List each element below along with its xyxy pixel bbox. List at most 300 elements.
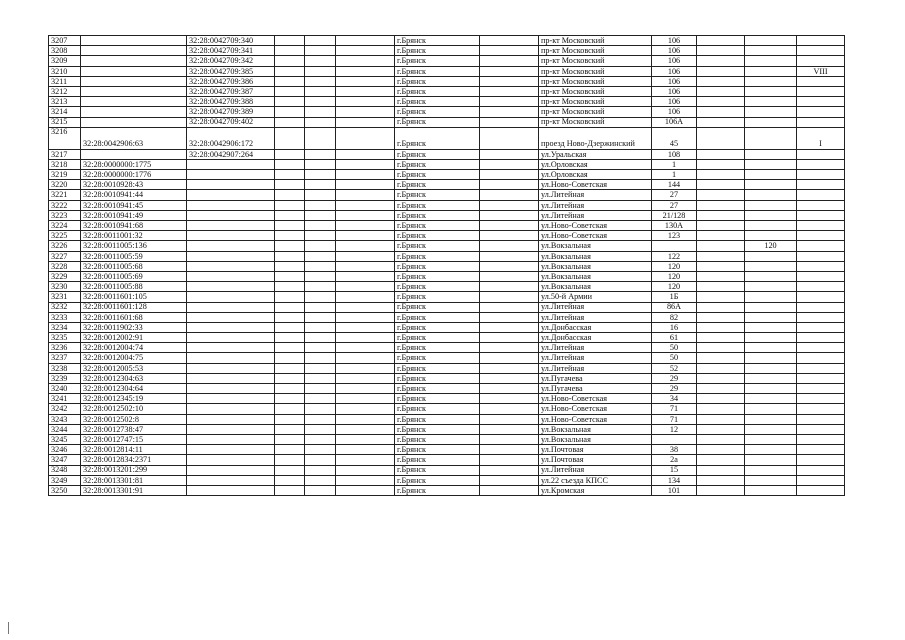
cadastral-number-2 <box>187 190 275 200</box>
empty-cell <box>275 190 305 200</box>
street-cell: ул.Вокзальная <box>539 434 652 444</box>
empty-cell <box>305 180 336 190</box>
street-cell: пр-кт Московский <box>539 66 652 76</box>
empty-cell <box>336 241 395 251</box>
house-cell: 21/128 <box>652 210 697 220</box>
empty-cell <box>305 190 336 200</box>
cadastral-number-2: 32:28:0042709:389 <box>187 107 275 117</box>
empty-cell <box>480 170 539 180</box>
cadastral-number-2: 32:28:0042709:386 <box>187 76 275 86</box>
cadastral-number-1: 32:28:0012004:74 <box>81 343 187 353</box>
house-cell: 12 <box>652 424 697 434</box>
city-cell: г.Брянск <box>395 455 480 465</box>
building-cell <box>745 107 797 117</box>
empty-cell <box>697 149 745 159</box>
row-number: 3245 <box>49 434 81 444</box>
table-row <box>49 394 845 404</box>
premises-cell <box>797 292 845 302</box>
empty-cell <box>336 46 395 56</box>
cadastral-number-2 <box>187 343 275 353</box>
empty-cell <box>480 292 539 302</box>
empty-cell <box>275 159 305 169</box>
empty-cell <box>275 292 305 302</box>
table-row <box>49 159 845 169</box>
city-cell: г.Брянск <box>395 384 480 394</box>
empty-cell <box>480 312 539 322</box>
house-cell: 120 <box>652 271 697 281</box>
building-cell <box>745 159 797 169</box>
row-number: 3249 <box>49 475 81 485</box>
building-cell <box>745 343 797 353</box>
empty-cell <box>275 66 305 76</box>
premises-cell <box>797 117 845 127</box>
empty-cell <box>697 384 745 394</box>
building-cell <box>745 231 797 241</box>
table-row <box>49 170 845 180</box>
empty-cell <box>480 302 539 312</box>
empty-cell <box>697 322 745 332</box>
empty-cell <box>697 353 745 363</box>
row-number: 3239 <box>49 373 81 383</box>
row-number: 3221 <box>49 190 81 200</box>
cadastral-number-1: 32:28:0011005:88 <box>81 282 187 292</box>
empty-cell <box>697 241 745 251</box>
empty-cell <box>336 282 395 292</box>
row-number: 3223 <box>49 210 81 220</box>
house-cell: 50 <box>652 343 697 353</box>
street-cell: пр-кт Московский <box>539 117 652 127</box>
cadastral-number-1: 32:28:0011601:105 <box>81 292 187 302</box>
empty-cell <box>336 475 395 485</box>
row-number: 3215 <box>49 117 81 127</box>
empty-cell <box>480 36 539 46</box>
empty-cell <box>275 117 305 127</box>
city-cell: г.Брянск <box>395 127 480 149</box>
empty-cell <box>480 200 539 210</box>
table-row <box>49 200 845 210</box>
row-number: 3250 <box>49 485 81 495</box>
empty-cell <box>336 445 395 455</box>
house-cell: 106 <box>652 97 697 107</box>
city-cell: г.Брянск <box>395 180 480 190</box>
premises-cell <box>797 302 845 312</box>
empty-cell <box>305 475 336 485</box>
city-cell: г.Брянск <box>395 251 480 261</box>
house-cell: 71 <box>652 404 697 414</box>
city-cell: г.Брянск <box>395 56 480 66</box>
street-cell: пр-кт Московский <box>539 56 652 66</box>
empty-cell <box>336 66 395 76</box>
building-cell <box>745 97 797 107</box>
empty-cell <box>697 36 745 46</box>
building-cell <box>745 200 797 210</box>
row-number: 3240 <box>49 384 81 394</box>
cadastral-number-1: 32:28:0012834:2371 <box>81 455 187 465</box>
cadastral-number-1: 32:28:0012005:53 <box>81 363 187 373</box>
empty-cell <box>305 302 336 312</box>
empty-cell <box>480 373 539 383</box>
building-cell <box>745 271 797 281</box>
table-row <box>49 180 845 190</box>
premises-cell <box>797 343 845 353</box>
table-row <box>49 36 845 46</box>
house-cell: 29 <box>652 384 697 394</box>
table-row <box>49 76 845 86</box>
empty-cell <box>305 333 336 343</box>
empty-cell <box>275 149 305 159</box>
street-cell: ул.Литейная <box>539 353 652 363</box>
empty-cell <box>336 231 395 241</box>
house-cell: 1 <box>652 170 697 180</box>
premises-cell <box>797 475 845 485</box>
city-cell: г.Брянск <box>395 485 480 495</box>
empty-cell <box>480 221 539 231</box>
cadastral-number-1 <box>81 117 187 127</box>
empty-cell <box>480 107 539 117</box>
street-cell: ул.Ново-Советская <box>539 231 652 241</box>
city-cell: г.Брянск <box>395 353 480 363</box>
cadastral-number-2 <box>187 292 275 302</box>
row-number: 3214 <box>49 107 81 117</box>
row-number: 3229 <box>49 271 81 281</box>
empty-cell <box>275 261 305 271</box>
house-cell: 82 <box>652 312 697 322</box>
empty-cell <box>305 117 336 127</box>
empty-cell <box>275 56 305 66</box>
street-cell: пр-кт Московский <box>539 107 652 117</box>
empty-cell <box>275 414 305 424</box>
building-cell <box>745 312 797 322</box>
street-cell: ул.Литейная <box>539 302 652 312</box>
empty-cell <box>275 302 305 312</box>
city-cell: г.Брянск <box>395 434 480 444</box>
city-cell: г.Брянск <box>395 117 480 127</box>
premises-cell <box>797 170 845 180</box>
house-cell: 130А <box>652 221 697 231</box>
house-cell: 106 <box>652 46 697 56</box>
empty-cell <box>275 221 305 231</box>
cadastral-number-1: 32:28:0012738:47 <box>81 424 187 434</box>
empty-cell <box>336 251 395 261</box>
cadastral-number-1: 32:28:0010928:43 <box>81 180 187 190</box>
cadastral-number-1: 32:28:0011601:68 <box>81 312 187 322</box>
empty-cell <box>336 465 395 475</box>
cadastral-number-1: 32:28:0012814:11 <box>81 445 187 455</box>
building-cell <box>745 210 797 220</box>
empty-cell <box>697 210 745 220</box>
cadastral-number-1: 32:28:0012345:19 <box>81 394 187 404</box>
city-cell: г.Брянск <box>395 475 480 485</box>
empty-cell <box>336 97 395 107</box>
city-cell: г.Брянск <box>395 231 480 241</box>
empty-cell <box>275 485 305 495</box>
cadastral-number-2 <box>187 353 275 363</box>
premises-cell <box>797 333 845 343</box>
row-number: 3219 <box>49 170 81 180</box>
city-cell: г.Брянск <box>395 241 480 251</box>
street-cell: ул.Вокзальная <box>539 271 652 281</box>
cadastral-number-2 <box>187 302 275 312</box>
table-row <box>49 251 845 261</box>
empty-cell <box>275 76 305 86</box>
cadastral-number-2 <box>187 261 275 271</box>
house-cell: 86А <box>652 302 697 312</box>
premises-cell <box>797 445 845 455</box>
empty-cell <box>336 107 395 117</box>
empty-cell <box>480 424 539 434</box>
street-cell: ул.Почтовая <box>539 445 652 455</box>
street-cell: ул.Литейная <box>539 363 652 373</box>
empty-cell <box>697 190 745 200</box>
empty-cell <box>697 363 745 373</box>
empty-cell <box>305 312 336 322</box>
empty-cell <box>697 485 745 495</box>
row-number: 3247 <box>49 455 81 465</box>
table-row <box>49 117 845 127</box>
city-cell: г.Брянск <box>395 200 480 210</box>
empty-cell <box>305 56 336 66</box>
empty-cell <box>480 475 539 485</box>
empty-cell <box>480 282 539 292</box>
city-cell: г.Брянск <box>395 322 480 332</box>
empty-cell <box>697 475 745 485</box>
row-number: 3235 <box>49 333 81 343</box>
empty-cell <box>480 149 539 159</box>
cadastral-number-1: 32:28:0010941:68 <box>81 221 187 231</box>
building-cell <box>745 455 797 465</box>
premises-cell <box>797 282 845 292</box>
building-cell <box>745 149 797 159</box>
table-row <box>49 241 845 251</box>
row-number: 3230 <box>49 282 81 292</box>
premises-cell <box>797 373 845 383</box>
street-cell: ул.Ново-Советская <box>539 394 652 404</box>
house-cell: 106 <box>652 56 697 66</box>
house-cell: 120 <box>652 261 697 271</box>
street-cell: ул.Почтовая <box>539 455 652 465</box>
street-cell: ул.Орловская <box>539 159 652 169</box>
table-row <box>49 97 845 107</box>
empty-cell <box>697 333 745 343</box>
city-cell: г.Брянск <box>395 282 480 292</box>
empty-cell <box>305 343 336 353</box>
cadastral-number-2 <box>187 170 275 180</box>
empty-cell <box>336 76 395 86</box>
street-cell: ул.Ново-Советская <box>539 414 652 424</box>
row-number: 3218 <box>49 159 81 169</box>
premises-cell <box>797 363 845 373</box>
row-number: 3220 <box>49 180 81 190</box>
row-number: 3237 <box>49 353 81 363</box>
premises-cell <box>797 46 845 56</box>
premises-cell <box>797 190 845 200</box>
empty-cell <box>275 384 305 394</box>
street-cell: ул.Уральская <box>539 149 652 159</box>
house-cell: 108 <box>652 149 697 159</box>
cadastral-number-1: 32:28:0011005:136 <box>81 241 187 251</box>
cadastral-number-1: 32:28:0011601:128 <box>81 302 187 312</box>
street-cell: пр-кт Московский <box>539 36 652 46</box>
premises-cell <box>797 86 845 96</box>
empty-cell <box>305 149 336 159</box>
building-cell <box>745 333 797 343</box>
street-cell: ул.Литейная <box>539 465 652 475</box>
empty-cell <box>336 170 395 180</box>
empty-cell <box>336 322 395 332</box>
empty-cell <box>480 66 539 76</box>
city-cell: г.Брянск <box>395 190 480 200</box>
cadastral-number-1: 32:28:0042906:63 <box>81 127 187 149</box>
empty-cell <box>697 465 745 475</box>
cadastral-number-2 <box>187 445 275 455</box>
cadastral-number-2: 32:28:0042906:172 <box>187 127 275 149</box>
row-number: 3226 <box>49 241 81 251</box>
building-cell <box>745 353 797 363</box>
empty-cell <box>305 97 336 107</box>
city-cell: г.Брянск <box>395 66 480 76</box>
cadastral-number-1: 32:28:0013201:299 <box>81 465 187 475</box>
cadastral-number-2 <box>187 485 275 495</box>
street-cell: ул.Вокзальная <box>539 282 652 292</box>
empty-cell <box>305 384 336 394</box>
table-row <box>49 149 845 159</box>
empty-cell <box>275 180 305 190</box>
cadastral-number-1: 32:28:0010941:44 <box>81 190 187 200</box>
empty-cell <box>336 36 395 46</box>
empty-cell <box>480 231 539 241</box>
empty-cell <box>305 292 336 302</box>
premises-cell <box>797 465 845 475</box>
street-cell: ул.22 съезда КПСС <box>539 475 652 485</box>
empty-cell <box>480 414 539 424</box>
building-cell <box>745 221 797 231</box>
building-cell <box>745 404 797 414</box>
empty-cell <box>336 404 395 414</box>
table-row <box>49 86 845 96</box>
empty-cell <box>697 86 745 96</box>
row-number: 3238 <box>49 363 81 373</box>
house-cell: 134 <box>652 475 697 485</box>
row-number: 3213 <box>49 97 81 107</box>
empty-cell <box>697 127 745 149</box>
row-number: 3241 <box>49 394 81 404</box>
row-number: 3231 <box>49 292 81 302</box>
empty-cell <box>305 200 336 210</box>
cadastral-number-1 <box>81 36 187 46</box>
building-cell <box>745 475 797 485</box>
cadastral-number-2 <box>187 384 275 394</box>
empty-cell <box>697 455 745 465</box>
cadastral-number-1: 32:28:0000000:1776 <box>81 170 187 180</box>
cadastral-number-1: 32:28:0013301:81 <box>81 475 187 485</box>
premises-cell <box>797 56 845 66</box>
street-cell: ул.Вокзальная <box>539 261 652 271</box>
empty-cell <box>480 485 539 495</box>
premises-cell <box>797 414 845 424</box>
cadastral-number-1: 32:28:0012747:15 <box>81 434 187 444</box>
street-cell: ул.Литейная <box>539 343 652 353</box>
empty-cell <box>275 465 305 475</box>
empty-cell <box>305 322 336 332</box>
building-cell <box>745 363 797 373</box>
table-row <box>49 312 845 322</box>
table-row <box>49 127 845 149</box>
city-cell: г.Брянск <box>395 445 480 455</box>
street-cell: ул.Донбасская <box>539 333 652 343</box>
empty-cell <box>305 210 336 220</box>
empty-cell <box>697 302 745 312</box>
empty-cell <box>305 251 336 261</box>
empty-cell <box>275 231 305 241</box>
table-row <box>49 221 845 231</box>
city-cell: г.Брянск <box>395 292 480 302</box>
empty-cell <box>305 241 336 251</box>
cadastral-number-2: 32:28:0042709:387 <box>187 86 275 96</box>
premises-cell <box>797 97 845 107</box>
empty-cell <box>275 271 305 281</box>
house-cell: 106 <box>652 36 697 46</box>
house-cell: 61 <box>652 333 697 343</box>
house-cell <box>652 241 697 251</box>
street-cell: ул.Кромская <box>539 485 652 495</box>
street-cell: ул.Литейная <box>539 312 652 322</box>
empty-cell <box>697 404 745 414</box>
street-cell: ул.Орловская <box>539 170 652 180</box>
building-cell <box>745 322 797 332</box>
empty-cell <box>336 149 395 159</box>
empty-cell <box>336 261 395 271</box>
city-cell: г.Брянск <box>395 170 480 180</box>
empty-cell <box>336 312 395 322</box>
row-number: 3222 <box>49 200 81 210</box>
house-cell: 106 <box>652 76 697 86</box>
row-number: 3232 <box>49 302 81 312</box>
city-cell: г.Брянск <box>395 302 480 312</box>
empty-cell <box>480 241 539 251</box>
table-row <box>49 190 845 200</box>
building-cell <box>745 465 797 475</box>
city-cell: г.Брянск <box>395 424 480 434</box>
empty-cell <box>275 107 305 117</box>
cadastral-number-1: 32:28:0011902:33 <box>81 322 187 332</box>
empty-cell <box>480 465 539 475</box>
empty-cell <box>305 231 336 241</box>
premises-cell <box>797 210 845 220</box>
street-cell: ул.Литейная <box>539 190 652 200</box>
cadastral-number-1: 32:28:0012304:64 <box>81 384 187 394</box>
empty-cell <box>697 424 745 434</box>
empty-cell <box>480 394 539 404</box>
premises-cell <box>797 36 845 46</box>
premises-cell <box>797 485 845 495</box>
cadastral-number-2 <box>187 455 275 465</box>
empty-cell <box>336 384 395 394</box>
table-row <box>49 414 845 424</box>
city-cell: г.Брянск <box>395 404 480 414</box>
empty-cell <box>305 36 336 46</box>
empty-cell <box>305 66 336 76</box>
cadastral-number-2 <box>187 200 275 210</box>
cadastral-number-2 <box>187 434 275 444</box>
empty-cell <box>305 86 336 96</box>
empty-cell <box>336 434 395 444</box>
house-cell: 106 <box>652 66 697 76</box>
house-cell: 101 <box>652 485 697 495</box>
empty-cell <box>275 86 305 96</box>
cadastral-number-2 <box>187 333 275 343</box>
cadastral-number-1: 32:28:0010941:45 <box>81 200 187 210</box>
house-cell: 45 <box>652 127 697 149</box>
